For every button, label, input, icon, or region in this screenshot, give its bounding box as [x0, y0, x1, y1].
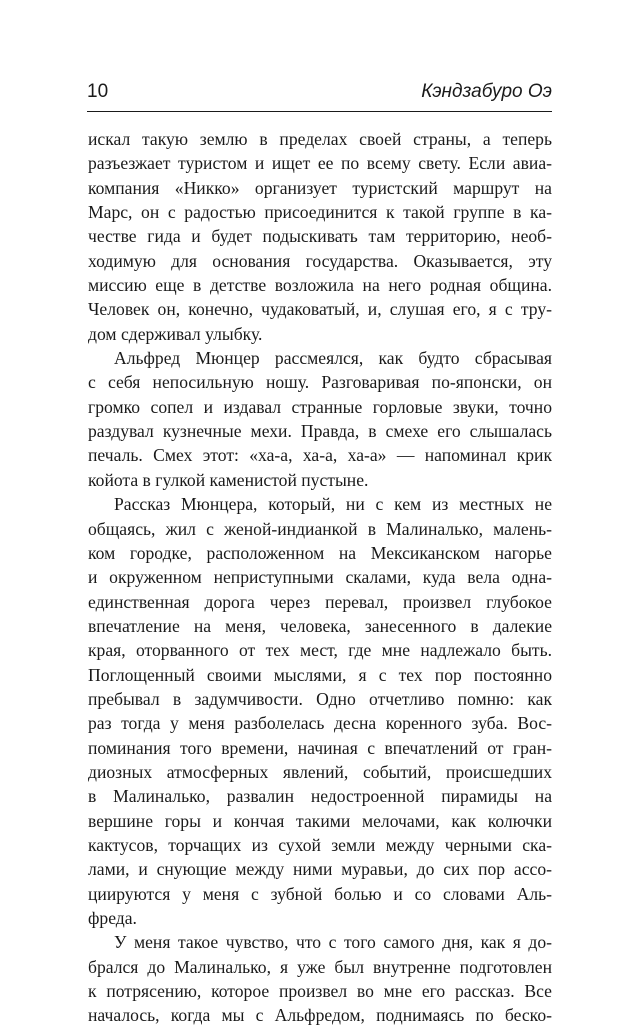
paragraph-line: У меня такое чувство, что с того самого дня, как я до- [114, 932, 552, 953]
paragraph-line: поминания того времени, начиная с впечатлений от гран- [88, 737, 552, 758]
running-head-author: Кэндзабуро Оэ [421, 81, 552, 102]
paragraph-line: брался до Малиналько, я уже был внутренне подготовлен [88, 956, 552, 977]
paragraph-line: края, оторванного от тех мест, где мне надлежало быть. [88, 640, 552, 661]
paragraph-line: искал такую землю в пределах своей страны, а теперь [88, 129, 552, 149]
paragraph-line: циируются у меня с зубной болью и со словами Аль- [88, 883, 552, 904]
paragraph-line: миссию еще в детстве возложила на него родная община. [88, 275, 552, 296]
paragraph-line: дом сдерживал улыбку. [88, 323, 263, 344]
paragraph-line: началось, когда мы с Альфредом, поднимаясь по беско- [88, 1005, 552, 1026]
paragraph-line: печаль. Смех этот: «ха-а, ха-а, ха-а» — напоминал крик [88, 445, 552, 466]
paragraph-line: с себя непосильную ношу. Разговаривая по-японски, он [88, 372, 552, 393]
paragraph-line: койота в гулкой каменистой пустыне. [88, 469, 369, 490]
paragraph-line: диозных атмосферных явлений, событий, происшедших [88, 761, 552, 782]
header-rule [87, 111, 552, 112]
paragraph-line: Человек он, конечно, чудаковатый, и, слушая его, я с тру- [88, 299, 552, 320]
paragraph-line: раздувал кузнечные мехи. Правда, в смехе его слышалась [88, 421, 552, 442]
paragraph-line: компания «Никко» организует туристский маршрут на [88, 177, 552, 198]
paragraph-line: вершине горы и кончая такими мелочами, как колючки [88, 810, 552, 831]
paragraph-line: общаясь, жил с женой-индианкой в Малиналько, малень- [88, 518, 552, 539]
paragraph-line: фреда. [88, 908, 137, 928]
running-head [87, 80, 552, 108]
page-number: 10 [87, 81, 109, 102]
body-text [88, 127, 552, 1028]
paragraph-line: ком городке, расположенном на Мексиканском нагорье [88, 542, 552, 563]
paragraph-line: кактусов, торчащих из сухой земли между черными ска- [88, 834, 552, 855]
paragraph-line: ходимую для основания государства. Оказывается, эту [88, 250, 552, 271]
paragraph-line: раз тогда у меня разболелась десна коренного зуба. Вос- [88, 713, 552, 734]
paragraph-line: Рассказ Мюнцера, который, ни с кем из местных не [114, 494, 552, 515]
paragraph-line: в Малиналько, развалин недостроенной пирамиды на [88, 786, 552, 807]
paragraph-line: лами, и снующие между ними муравьи, до сих пор ассо- [88, 859, 552, 880]
paragraph-line: к потрясению, которое произвел во мне его рассказ. Все [88, 981, 552, 1002]
paragraph-line: и окруженном неприступными скалами, куда вела одна- [88, 567, 552, 588]
paragraph-line: Поглощенный своими мыслями, я с тех пор постоянно [88, 664, 552, 685]
paragraph-line: честве гида и будет подыскивать там территорию, необ- [88, 226, 552, 247]
paragraph-line: пребывал в задумчивости. Одно отчетливо помню: как [88, 688, 552, 709]
paragraph-line: впечатление на меня, человека, занесенного в далекие [88, 615, 552, 636]
paragraph-line: громко сопел и издавал странные горловые звуки, точно [88, 396, 552, 417]
paragraph-line: разъезжает туристом и ищет ее по всему свету. Если авиа- [88, 153, 552, 174]
paragraph-line: Альфред Мюнцер рассмеялся, как будто сбрасывая [114, 348, 552, 369]
paragraph-line: Марс, он с радостью присоединится к такой группе в ка- [88, 202, 552, 223]
paragraph-line: единственная дорога через перевал, произвел глубокое [88, 591, 552, 612]
